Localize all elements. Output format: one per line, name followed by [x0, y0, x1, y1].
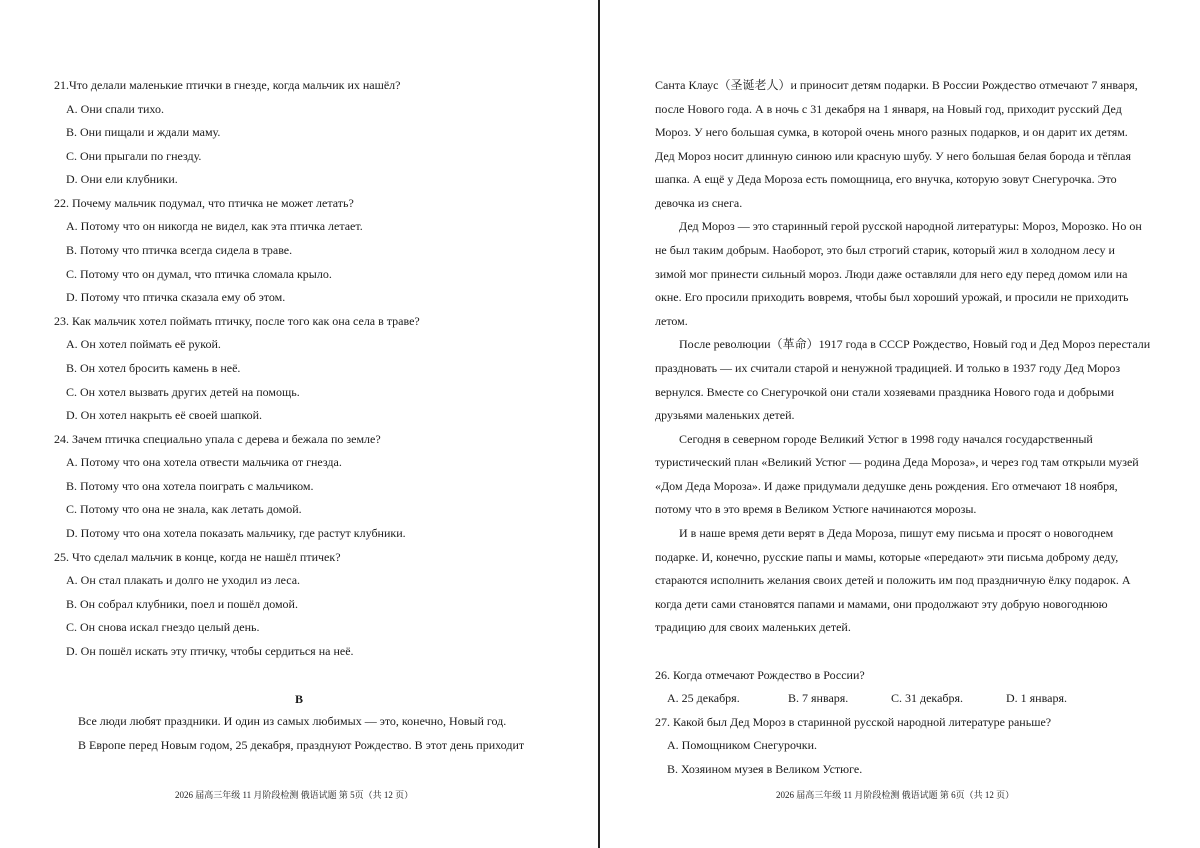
answer-option: B. Потому что птичка всегда сидела в траве. — [66, 243, 293, 257]
answer-option: B. Хозяином музея в Великом Устюге. — [667, 762, 863, 776]
answer-option: D. Он хотел накрыть её своей шапкой. — [66, 408, 262, 422]
left-page — [0, 0, 598, 848]
passage-line: туристический план «Великий Устюг — родина Деда Мороза», и через год там открыли музей — [655, 455, 1139, 469]
passage-line: когда дети сами становятся папами и мамами, они продолжают эту добрую новогоднюю — [655, 597, 1108, 611]
page-divider — [598, 0, 600, 848]
question-stem: 21.Что делали маленькие птички в гнезде, когда мальчик их нашёл? — [54, 78, 401, 92]
passage-line: потому что в это время в Великом Устюге начинаются морозы. — [655, 502, 977, 516]
answer-option: B. Он хотел бросить камень в неё. — [66, 361, 241, 375]
passage-line: не был таким добрым. Наоборот, это был строгий старик, который жил в холодном лесу и — [655, 243, 1115, 257]
passage-line: В Европе перед Новым годом, 25 декабря, празднуют Рождество. В этот день приходит — [78, 738, 525, 752]
answer-option: A. Он хотел поймать её рукой. — [66, 337, 221, 351]
question-stem: 26. Когда отмечают Рождество в России? — [655, 668, 865, 682]
answer-option: D. Они ели клубники. — [66, 172, 178, 186]
question-stem: 22. Почему мальчик подумал, что птичка не может летать? — [54, 196, 354, 210]
answer-option: C. Потому что он думал, что птичка сломала крыло. — [66, 267, 332, 281]
answer-option: A. Они спали тихо. — [66, 102, 164, 116]
passage-line: подарке. И, конечно, русские папы и мамы, которые «передают» эти письма доброму деду, — [655, 550, 1119, 564]
answer-option: D. 1 января. — [1006, 691, 1067, 705]
passage-line: шапка. А ещё у Деда Мороза есть помощница, его внучка, которую зовут Снегурочка. Это — [655, 172, 1117, 186]
answer-option: C. Они прыгали по гнезду. — [66, 149, 202, 163]
answer-option: A. Он стал плакать и долго не уходил из леса. — [66, 573, 301, 587]
answer-option: C. Потому что она не знала, как летать домой. — [66, 502, 302, 516]
answer-option: C. Он снова искал гнездо целый день. — [66, 620, 260, 634]
question-stem: 23. Как мальчик хотел поймать птичку, после того как она села в траве? — [54, 314, 420, 328]
passage-line: Санта Клаус（圣诞老人）и приносит детям подарки. В России Рождество отмечают 7 января, — [655, 78, 1138, 92]
answer-option: A. 25 декабря. — [667, 691, 740, 705]
passage-line: И в наше время дети верят в Деда Мороза, пишут ему письма и просят о новогоднем — [679, 526, 1114, 540]
passage-line: Все люди любят праздники. И один из самых любимых — это, конечно, Новый год. — [78, 714, 507, 728]
passage-line: Сегодня в северном городе Великий Устюг в 1998 году начался государственный — [679, 432, 1093, 446]
question-stem: 24. Зачем птичка специально упала с дерева и бежала по земле? — [54, 432, 381, 446]
question-stem: 25. Что сделал мальчик в конце, когда не нашёл птичек? — [54, 550, 341, 564]
passage-line: Дед Мороз — это старинный герой русской народной литературы: Мороз, Морозко. Но он — [679, 219, 1142, 233]
answer-option: B. Он собрал клубники, поел и пошёл домой. — [66, 597, 298, 611]
passage-line: традицию для своих маленьких детей. — [655, 620, 851, 634]
passage-line: после Нового года. А в ночь с 31 декабря на 1 января, на Новый год, приходит русский Дед — [655, 102, 1122, 116]
passage-line: Мороз. У него большая сумка, в которой очень много разных подарков, и он дарит их детям. — [655, 125, 1128, 139]
passage-line: праздновать — их считали старой и ненужной традицией. И только в 1937 году Дед Мороз — [655, 361, 1121, 375]
passage-line: друзьями маленьких детей. — [655, 408, 795, 422]
passage-line: стараются исполнить желания своих детей и положить им под праздничную ёлку подарок. А — [655, 573, 1131, 587]
answer-option: B. Они пищали и ждали маму. — [66, 125, 221, 139]
passage-line: летом. — [655, 314, 688, 328]
answer-option: D. Потому что она хотела показать мальчику, где растут клубники. — [66, 526, 406, 540]
passage-line: вернулся. Вместе со Снегурочкой они стали хозяевами праздника Нового года и добрыми — [655, 385, 1115, 399]
page-footer: 2026 届高三年级 11 月阶段检测 俄语试题 第 5页（共 12 页） — [175, 790, 414, 800]
passage-line: зимой мог принести сильный мороз. Люди даже оставляли для него еду перед домом или на — [655, 267, 1128, 281]
passage-line: «Дом Деда Мороза». И даже придумали дедушке день рождения. Его отмечают 18 ноября, — [655, 479, 1118, 493]
passage-line: окне. Его просили приходить вовремя, чтобы был хороший урожай, и просили не приходить — [655, 290, 1129, 304]
answer-option: D. Он пошёл искать эту птичку, чтобы сердиться на неё. — [66, 644, 354, 658]
answer-option: A. Потому что она хотела отвести мальчика от гнезда. — [66, 455, 342, 469]
question-stem: 27. Какой был Дед Мороз в старинной русской народной литературе раньше? — [655, 715, 1052, 729]
passage-line: девочка из снега. — [655, 196, 743, 210]
page-footer: 2026 届高三年级 11 月阶段检测 俄语试题 第 6页（共 12 页） — [776, 790, 1015, 800]
passage-line: После революции（革命）1917 года в СССР Рождество, Новый год и Дед Мороз перестали — [679, 337, 1151, 351]
right-page — [601, 0, 1200, 848]
answer-option: A. Помощником Снегурочки. — [667, 738, 818, 752]
answer-option: D. Потому что птичка сказала ему об этом. — [66, 290, 286, 304]
answer-option: B. 7 января. — [788, 691, 849, 705]
answer-option: C. Он хотел вызвать других детей на помощь. — [66, 385, 300, 399]
answer-option: B. Потому что она хотела поиграть с мальчиком. — [66, 479, 314, 493]
passage-line: Дед Мороз носит длинную синюю или красную шубу. У него большая белая борода и тёплая — [655, 149, 1131, 163]
answer-option: C. 31 декабря. — [891, 691, 964, 705]
section-title: B — [294, 692, 303, 706]
answer-option: A. Потому что он никогда не видел, как эта птичка летает. — [66, 219, 363, 233]
